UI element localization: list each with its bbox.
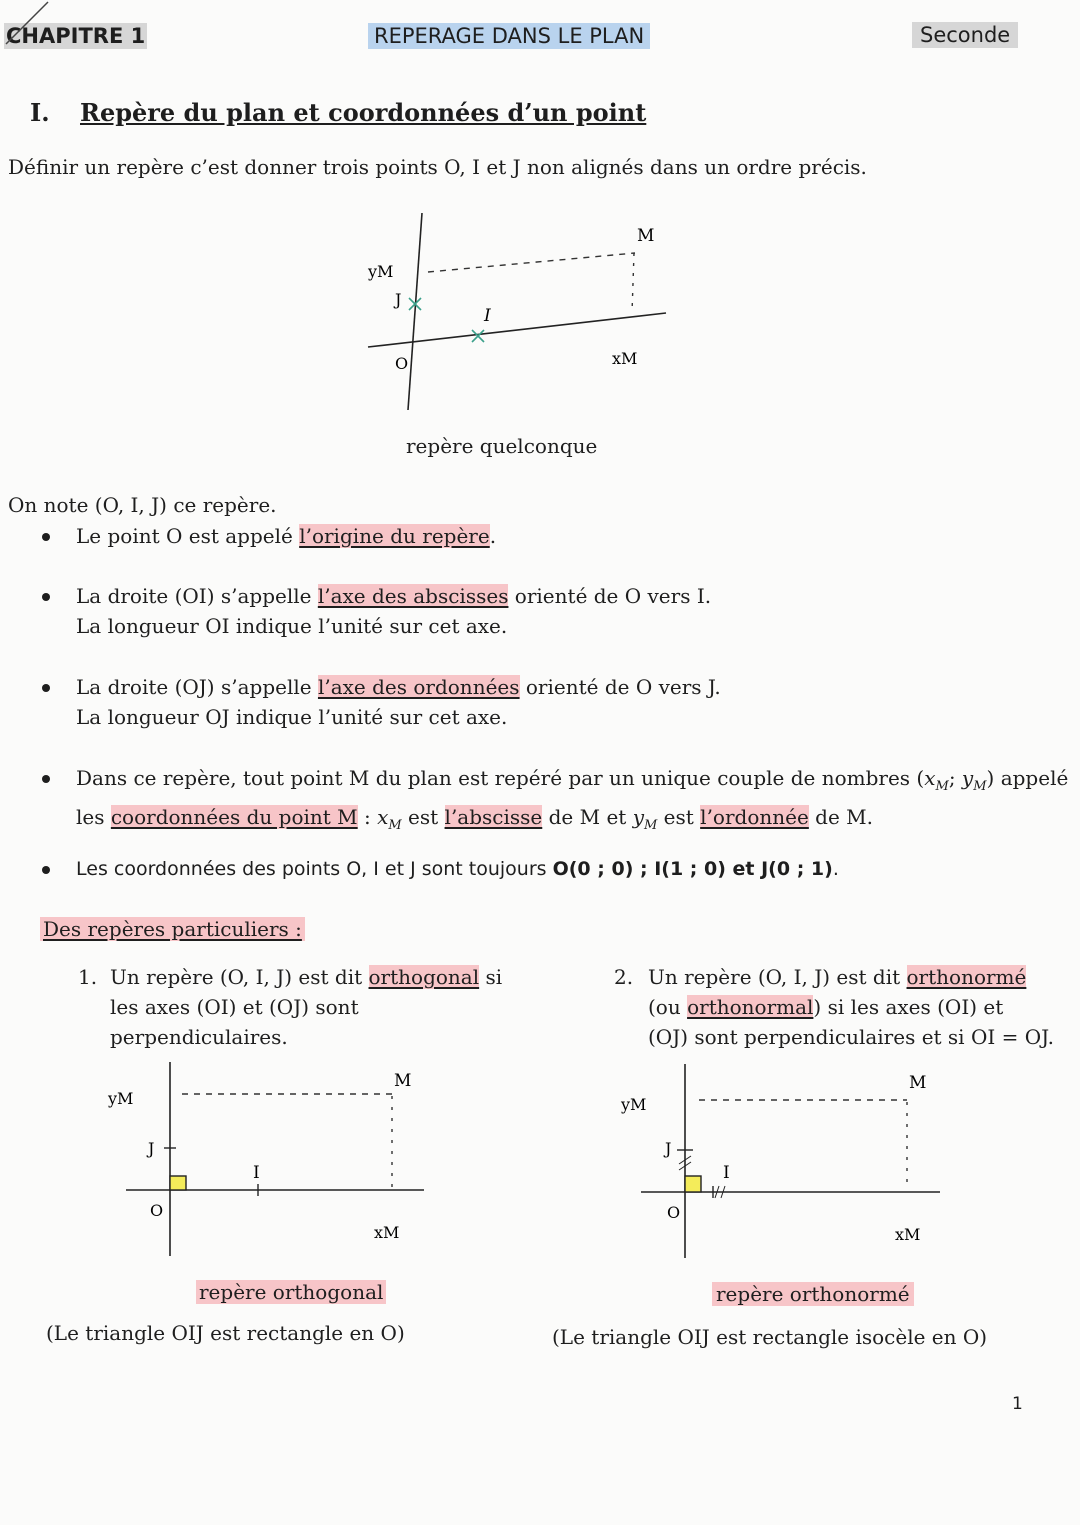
label-o: O: [150, 1201, 164, 1220]
level-label: Seconde: [912, 23, 1018, 47]
label-xm: xM: [895, 1225, 921, 1244]
right-angle-mark: [685, 1176, 701, 1192]
chapter-title: REPERAGE DANS LE PLAN: [368, 24, 650, 48]
figure-generic-frame: [350, 205, 680, 420]
item1-number: 1.: [78, 965, 98, 989]
bullet-coordinates: Dans ce repère, tout point M du plan est repéré par un unique couple de nombres ($x_M$; $y_M$) appelé les coordonnées du point M : $x_M$ est l’abscisse de M et $y_M$ est l’ordonnée de M.: [76, 766, 1069, 833]
bullet-x-axis: La droite (OI) s’appelle l’axe des abscisses orienté de O vers I. La longueur OI indique l’unité sur cet axe.: [76, 584, 712, 638]
term-orthogonal: orthogonal: [368, 965, 480, 989]
point-i-cross: [472, 330, 484, 342]
y-axis: [408, 213, 422, 410]
note-orthonormal: (Le triangle OIJ est rectangle isocèle en O): [552, 1325, 988, 1349]
label-j: J: [665, 1139, 672, 1158]
bullet-y-axis: La droite (OJ) s’appelle l’axe des ordonnées orienté de O vers J. La longueur OJ indique l’unité sur cet axe.: [76, 675, 721, 729]
section-number: I.: [30, 98, 50, 127]
label-ym: yM: [108, 1089, 134, 1108]
item1-text: Un repère (O, I, J) est dit orthogonal si les axes (OI) et (OJ) sont perpendiculaires.: [110, 965, 503, 1049]
page-number: 1: [1012, 1394, 1023, 1414]
term-coordinates: coordonnées du point M: [110, 805, 358, 829]
term-orthonormal-alt: orthonormal: [687, 995, 814, 1019]
bullet-dot: [42, 593, 50, 601]
term-x-axis: l’axe des abscisses: [317, 584, 509, 608]
label-o: O: [395, 354, 409, 373]
label-xm: xM: [374, 1223, 400, 1242]
bullet-fixed-points: Les coordonnées des points O, I et J sont toujours O(0 ; 0) ; I(1 ; 0) et J(0 ; 1).: [76, 858, 839, 880]
term-origin: l’origine du repère: [299, 524, 490, 548]
term-abscissa: l’abscisse: [444, 805, 543, 829]
section-title: Repère du plan et coordonnées d’un point: [80, 98, 647, 127]
label-o: O: [667, 1203, 681, 1222]
ym-dashed-line: [428, 253, 635, 272]
label-m: M: [394, 1071, 412, 1091]
right-angle-mark: [170, 1176, 186, 1190]
label-m: M: [637, 226, 655, 246]
label-i: I: [484, 306, 491, 326]
label-ym: yM: [621, 1095, 647, 1114]
caption-generic-frame: repère quelconque: [406, 434, 598, 458]
figure-orthogonal-frame: [100, 1058, 440, 1263]
label-j: J: [148, 1139, 155, 1158]
xm-dashed-line: [632, 253, 634, 313]
label-xm: xM: [612, 349, 638, 368]
label-i: I: [723, 1163, 730, 1183]
chapter-label: CHAPITRE 1: [6, 24, 146, 48]
bullet-dot: [42, 775, 50, 783]
bullet-dot: [42, 533, 50, 541]
caption-orthogonal: repère orthogonal: [196, 1280, 386, 1304]
label-m: M: [909, 1073, 927, 1093]
label-ym: yM: [368, 262, 394, 281]
figure-orthonormal-frame: [615, 1060, 950, 1265]
item2-text: Un repère (O, I, J) est dit orthonormé (ou orthonormal) si les axes (OI) et (OJ) sont perpendiculaires et si OI = OJ.: [648, 965, 1054, 1049]
x-axis: [368, 313, 666, 347]
bullet-dot: [42, 684, 50, 692]
note-orthogonal: (Le triangle OIJ est rectangle en O): [46, 1321, 405, 1345]
label-i: I: [253, 1163, 260, 1183]
term-y-axis: l’axe des ordonnées: [317, 675, 520, 699]
corner-stroke: [0, 0, 60, 54]
bullet-dot: [42, 866, 50, 874]
term-ordinate: l’ordonnée: [700, 805, 809, 829]
definition-text: Définir un repère c’est donner trois points O, I et J non alignés dans un ordre précis.: [8, 155, 867, 179]
notation-text: On note (O, I, J) ce repère.: [8, 493, 277, 517]
term-orthonormal: orthonormé: [906, 965, 1027, 989]
special-heading: Des repères particuliers :: [40, 914, 305, 944]
label-j: J: [395, 290, 402, 309]
bullet-origin: Le point O est appelé l’origine du repère.: [76, 524, 497, 548]
caption-orthonormal: repère orthonormé: [712, 1282, 914, 1306]
item2-number: 2.: [614, 965, 634, 989]
